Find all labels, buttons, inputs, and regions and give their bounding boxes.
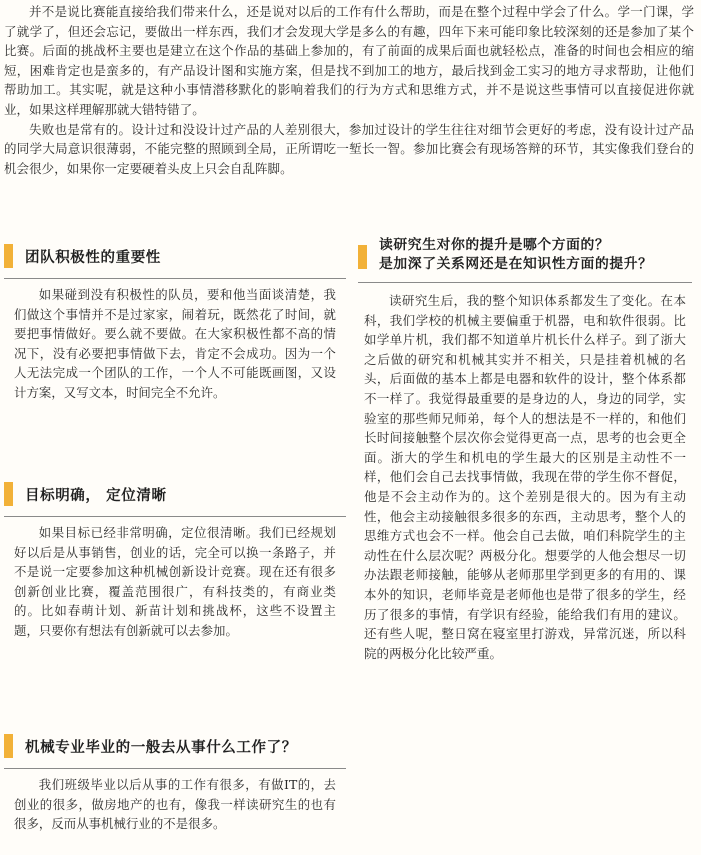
section-body: 如果目标已经非常明确，定位很清晰。我们已经规划好以后是从事销售，创业的话，完全可以换一条路子，并不是说一定要参加这种机械创新设计竞赛。现在还有很多创新创业比赛，覆盖范围很广，有科技类的，有商业类的。比如春萌计划、新苗计划和挑战杯，这些不设置主题，只要你有想法有创新就可以去参加。 bbox=[14, 525, 336, 638]
intro-paragraph-2: 失败也是常有的。设计过和没设计过产品的人差别很大，参加过设计的学生往往对细节会更好的考虑，没有设计过产品的同学大局意识很薄弱，不能完整的照顾到全局，正所谓吃一堑长一智。参加比赛会有现场答辩的环节，其实像我们登台的机会很少，如果你一定要硬着头皮上只会自乱阵脚。 bbox=[4, 121, 694, 176]
section-heading bbox=[4, 732, 346, 760]
heading-accent-bar bbox=[4, 244, 13, 268]
heading-line-2: 是加深了关系网还是在知识性方面的提升？ bbox=[379, 256, 653, 272]
section-body: 读研究生后，我的整个知识体系都发生了变化。在本科，我们学校的机械主要偏重于机器，电和软件很弱。比如学单片机，我们都不知道单片机长什么样子。到了浙大之后做的研究和机械其实并不相关，只是挂着机械的名头，后面做的基本上都是电器和软件的设计，整个体系都不一样了。我觉得最重要的是身边的人，身边的同学，实验室的那些师兄师弟，每个人的想法是不一样的，和他们长时间接触整个层次你会觉得更高一点，思考的也会更全面。浙大的学生和机电的学生最大的区别是主动性不一样，他们会自己去找事情做，我现在带的学生你不督促，他是不会主动作为的。这个差别是很大的。因为有主动性，他会主动接触很多很多的东西，主动思考，整个人的思维方式也会不一样。他会自己去做，咱们科院学生的主动性在什么层次呢？两极分化。想要学的人他会想尽一切办法跟老师接触，能够从老师那里学到更多的有用的、课本外的知识，老师毕竟是老师他也是带了很多的学生，经历了很多的事情，有学识有经验，能给我们有用的建议。还有些人呢，整日窝在寝室里打游戏，异常沉迷，所以科院的两极分化比较严重。 bbox=[364, 293, 686, 661]
heading-text: 目标明确， 定位清晰 bbox=[25, 487, 167, 504]
section-graduate-study bbox=[358, 236, 692, 663]
intro-paragraph-1: 并不是说比赛能直接给我们带来什么，还是说对以后的工作有什么帮助，而是在整个过程中学会了什么。学一门课，学了就学了，但还会忘记，要做出一样东西，我们才会发现大学是多么的有趣，四年下来可能印象比较深刻的还是参加了某个比赛。后面的挑战杯主要也是建立在这个作品的基础上参加的，有了前面的成果后面也就轻松点，准备的时间也会相应的缩短，困难肯定也是蛮多的，有产品设计图和实施方案，但是找不到加工的地方，最后找到金工实习的地方寻求帮助，让他们帮助加工。其实呢，就是这种小事情潜移默化的影响着我们的行为方式和思维方式，并不是说这些事情可以直接促进你就业，如果这样理解那就大错特错了。 bbox=[4, 4, 694, 117]
section-body: 如果碰到没有积极性的队员，要和他当面谈清楚，我们做这个事情并不是过家家，闹着玩，既然花了时间，就要把事情做好。要么就不要做。在大家积极性都不高的情况下，没有必要把事情做下去，肯定不会成功。因为一个人无法完成一个团队的工作，一个人不可能既画图，又设计方案，又写文本，时间完全不允许。 bbox=[14, 287, 336, 400]
heading-line-1: 读研究生对你的提升是哪个方面的？ bbox=[379, 237, 610, 253]
section-body: 我们班级毕业以后从事的工作有很多，有做IT的，去创业的很多，做房地产的也有，像我一样读研究生的也有很多，反而从事机械行业的不是很多。 bbox=[14, 777, 336, 832]
heading-accent-bar bbox=[358, 245, 367, 269]
section-clear-goals bbox=[4, 480, 346, 641]
section-heading bbox=[4, 480, 346, 508]
section-graduate-jobs bbox=[4, 732, 346, 834]
section-team-motivation bbox=[4, 242, 346, 403]
heading-accent-bar bbox=[4, 734, 13, 758]
intro-text bbox=[4, 2, 694, 178]
section-heading bbox=[4, 242, 346, 270]
section-heading bbox=[358, 236, 692, 276]
heading-accent-bar bbox=[4, 482, 13, 506]
heading-text: 团队积极性的重要性 bbox=[25, 249, 161, 266]
heading-text: 机械专业毕业的一般去从事什么工作了？ bbox=[25, 739, 297, 756]
